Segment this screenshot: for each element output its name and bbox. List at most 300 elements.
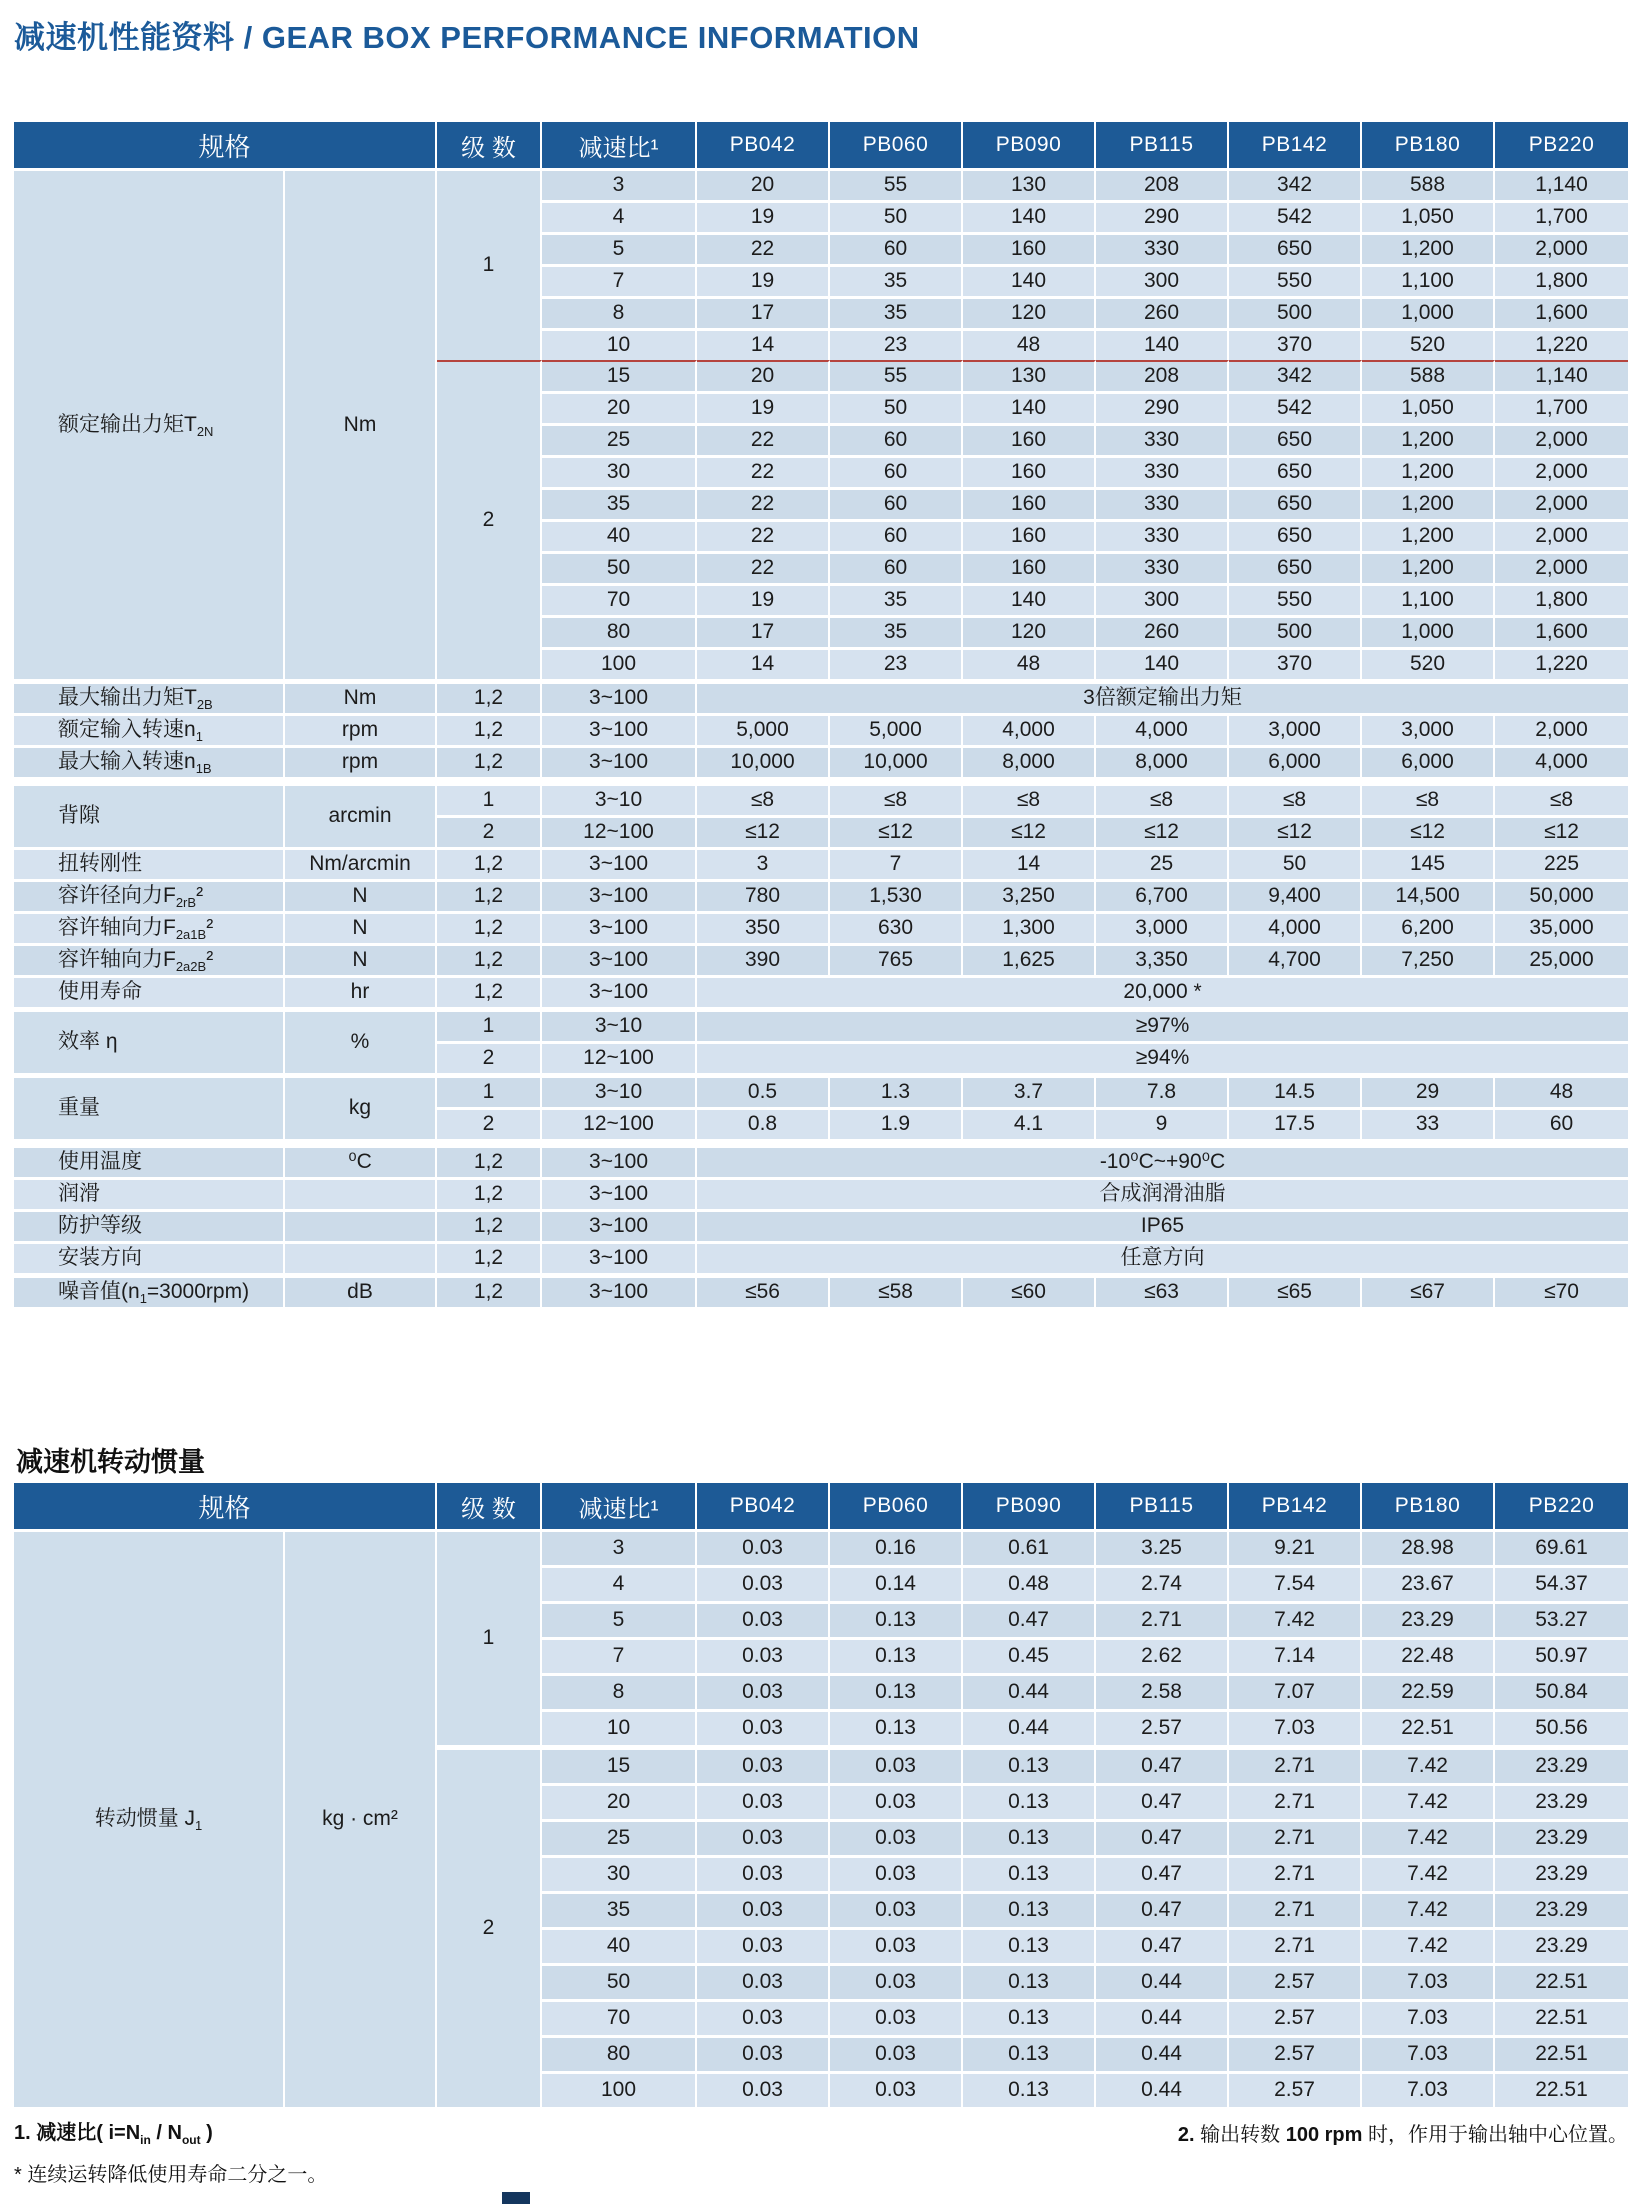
page-title: 减速机性能资料 / GEAR BOX PERFORMANCE INFORMATION: [14, 20, 920, 55]
ratio-cell: 3~100: [542, 943, 697, 975]
value-cell: 0.03: [830, 2071, 963, 2107]
value-cell: 8,000: [963, 745, 1096, 777]
table-row: [14, 879, 1628, 911]
row-label-cell: 最大输出力矩$T_{2B}$: [14, 679, 285, 713]
value-cell: 2.71: [1229, 1745, 1362, 1783]
value-cell: 120: [963, 615, 1096, 647]
value-cell: 35: [830, 615, 963, 647]
value-cell: 0.13: [963, 1855, 1096, 1891]
unit-cell: rpm: [285, 745, 437, 777]
inertia-table-title: 减速机转动惯量: [16, 1447, 205, 1477]
value-cell: 53.27: [1495, 1601, 1628, 1637]
value-cell: 588: [1362, 168, 1495, 200]
value-cell: 160: [963, 551, 1096, 583]
table-row: [14, 1241, 1628, 1273]
value-cell: 9,400: [1229, 879, 1362, 911]
table-row: [14, 168, 1628, 200]
ratio-cell: 5: [542, 232, 697, 264]
ratio-cell: 3~100: [542, 745, 697, 777]
ratio-cell: 70: [542, 583, 697, 615]
table-row: [14, 745, 1628, 777]
footnote-continuous-operation: * 连续运转降低使用寿命二分之一。: [14, 2164, 328, 2186]
value-cell: 330: [1096, 455, 1229, 487]
value-cell: 2.57: [1229, 2071, 1362, 2107]
value-cell: 0.03: [697, 1819, 830, 1855]
value-cell: ≤8: [830, 777, 963, 815]
value-cell: 0.03: [830, 1927, 963, 1963]
value-cell: 140: [963, 583, 1096, 615]
ratio-cell: 3~10: [542, 1073, 697, 1107]
value-cell: 1,000: [1362, 615, 1495, 647]
value-cell: 22: [697, 519, 830, 551]
row-label-cell: 噪音值$(n_1=3000rpm)$: [14, 1273, 285, 1307]
unit-cell: [285, 1177, 437, 1209]
value-cell: 1,700: [1495, 200, 1628, 232]
stage-cell: 2: [437, 815, 542, 847]
value-cell: 5,000: [830, 713, 963, 745]
value-cell: 3,250: [963, 879, 1096, 911]
value-cell: 0.03: [697, 1529, 830, 1565]
value-cell: 23.29: [1495, 1783, 1628, 1819]
value-cell: 1,200: [1362, 551, 1495, 583]
value-cell: 6,200: [1362, 911, 1495, 943]
merged-value-cell: 合成润滑油脂: [697, 1177, 1628, 1209]
value-cell: 0.47: [1096, 1855, 1229, 1891]
ratio-cell: 3~100: [542, 713, 697, 745]
value-cell: 7.07: [1229, 1673, 1362, 1709]
value-cell: 2,000: [1495, 551, 1628, 583]
value-cell: 22.51: [1495, 1963, 1628, 1999]
value-cell: 145: [1362, 847, 1495, 879]
value-cell: 290: [1096, 391, 1229, 423]
unit-cell: kg · cm²: [285, 1529, 437, 2107]
value-cell: 0.47: [963, 1601, 1096, 1637]
merged-value-cell: ≥94%: [697, 1041, 1628, 1073]
value-cell: 7.54: [1229, 1565, 1362, 1601]
stage-cell: 1,2: [437, 911, 542, 943]
value-cell: 0.03: [697, 1745, 830, 1783]
value-cell: 1,140: [1495, 360, 1628, 391]
value-cell: ≤8: [1096, 777, 1229, 815]
value-cell: 4,700: [1229, 943, 1362, 975]
value-cell: 0.47: [1096, 1783, 1229, 1819]
ratio-cell: 4: [542, 1565, 697, 1601]
value-cell: 23.29: [1362, 1601, 1495, 1637]
value-cell: 7.42: [1362, 1745, 1495, 1783]
column-header-spec: 规格: [14, 1483, 437, 1529]
value-cell: 1,200: [1362, 455, 1495, 487]
value-cell: 1,140: [1495, 168, 1628, 200]
value-cell: 19: [697, 264, 830, 296]
column-header-pb142: PB142: [1229, 122, 1362, 168]
ratio-cell: 8: [542, 1673, 697, 1709]
value-cell: 0.45: [963, 1637, 1096, 1673]
value-cell: 0.03: [697, 1565, 830, 1601]
unit-cell: N: [285, 943, 437, 975]
footnote2-text-b: 时，作用于输出轴中心位置。: [1362, 2124, 1628, 2146]
value-cell: 260: [1096, 615, 1229, 647]
value-cell: 7.03: [1362, 1963, 1495, 1999]
row-label-cell: 容许径向力$F_{2rB}^2$: [14, 879, 285, 911]
value-cell: 23.29: [1495, 1819, 1628, 1855]
value-cell: 19: [697, 200, 830, 232]
value-cell: 208: [1096, 168, 1229, 200]
value-cell: 0.03: [697, 2071, 830, 2107]
stage-cell: 1: [437, 1073, 542, 1107]
value-cell: 4,000: [963, 713, 1096, 745]
ratio-cell: 10: [542, 1709, 697, 1745]
value-cell: 0.13: [963, 1999, 1096, 2035]
ratio-cell: 12~100: [542, 1041, 697, 1073]
value-cell: 0.13: [963, 2071, 1096, 2107]
value-cell: 0.61: [963, 1529, 1096, 1565]
column-header-stages: 级 数: [437, 122, 542, 168]
value-cell: 1,050: [1362, 200, 1495, 232]
ratio-cell: 20: [542, 391, 697, 423]
inertia-table: [14, 1483, 1628, 2107]
row-label-cell: 重量: [14, 1073, 285, 1139]
value-cell: 0.03: [830, 1891, 963, 1927]
column-header-spec: 规格: [14, 122, 437, 168]
column-header-pb180: PB180: [1362, 122, 1495, 168]
value-cell: 2.71: [1229, 1783, 1362, 1819]
value-cell: 7.03: [1362, 2035, 1495, 2071]
value-cell: 60: [830, 423, 963, 455]
row-label-cell: 转动惯量 $J_1$: [14, 1529, 285, 2107]
ratio-cell: 3~100: [542, 679, 697, 713]
table-row: [14, 847, 1628, 879]
value-cell: 23.29: [1495, 1855, 1628, 1891]
stage-cell: 1: [437, 1529, 542, 1745]
value-cell: ≤12: [697, 815, 830, 847]
value-cell: 9.21: [1229, 1529, 1362, 1565]
ratio-cell: 70: [542, 1999, 697, 2035]
value-cell: 650: [1229, 519, 1362, 551]
header-row: [14, 1483, 1628, 1529]
value-cell: 7.8: [1096, 1073, 1229, 1107]
value-cell: 0.03: [697, 1783, 830, 1819]
value-cell: 29: [1362, 1073, 1495, 1107]
value-cell: 650: [1229, 487, 1362, 519]
value-cell: 22: [697, 551, 830, 583]
ratio-cell: 10: [542, 328, 697, 360]
value-cell: 0.47: [1096, 1745, 1229, 1783]
value-cell: 2.57: [1229, 1999, 1362, 2035]
value-cell: 390: [697, 943, 830, 975]
value-cell: 28.98: [1362, 1529, 1495, 1565]
value-cell: 520: [1362, 647, 1495, 679]
value-cell: 14: [963, 847, 1096, 879]
value-cell: 3.25: [1096, 1529, 1229, 1565]
value-cell: ≤8: [1229, 777, 1362, 815]
row-label-cell: 扭转刚性: [14, 847, 285, 879]
value-cell: 1,050: [1362, 391, 1495, 423]
footnote2-number: 2.: [1177, 2124, 1195, 2146]
row-label-cell: 效率 η: [14, 1007, 285, 1073]
table-row: [14, 911, 1628, 943]
unit-cell: [285, 1209, 437, 1241]
value-cell: 342: [1229, 360, 1362, 391]
ratio-cell: 15: [542, 1745, 697, 1783]
unit-cell: %: [285, 1007, 437, 1073]
value-cell: 1,800: [1495, 264, 1628, 296]
value-cell: 0.03: [830, 1745, 963, 1783]
column-header-pb060: PB060: [830, 122, 963, 168]
value-cell: 17: [697, 296, 830, 328]
unit-cell: Nm: [285, 168, 437, 679]
value-cell: 4,000: [1096, 713, 1229, 745]
value-cell: 160: [963, 232, 1096, 264]
stage-cell: 2: [437, 1041, 542, 1073]
value-cell: 22: [697, 232, 830, 264]
value-cell: 2.74: [1096, 1565, 1229, 1601]
value-cell: 0.13: [963, 1963, 1096, 1999]
value-cell: 650: [1229, 232, 1362, 264]
stage-cell: 2: [437, 1107, 542, 1139]
stage-cell: 1,2: [437, 1139, 542, 1177]
value-cell: 0.44: [963, 1673, 1096, 1709]
ratio-cell: 80: [542, 2035, 697, 2071]
value-cell: 23.67: [1362, 1565, 1495, 1601]
column-header-pb220: PB220: [1495, 122, 1628, 168]
value-cell: 4,000: [1495, 745, 1628, 777]
inertia-table-body: [14, 1529, 1628, 2107]
value-cell: 60: [830, 232, 963, 264]
value-cell: ≤70: [1495, 1273, 1628, 1307]
ratio-cell: 40: [542, 519, 697, 551]
value-cell: 54.37: [1495, 1565, 1628, 1601]
value-cell: 0.13: [830, 1709, 963, 1745]
value-cell: 25,000: [1495, 943, 1628, 975]
value-cell: 342: [1229, 168, 1362, 200]
value-cell: 50.56: [1495, 1709, 1628, 1745]
ratio-cell: 25: [542, 1819, 697, 1855]
value-cell: ≤8: [963, 777, 1096, 815]
value-cell: 1,200: [1362, 232, 1495, 264]
column-header-pb142: PB142: [1229, 1483, 1362, 1529]
ratio-cell: 3~10: [542, 777, 697, 815]
column-header-stages: 级 数: [437, 1483, 542, 1529]
value-cell: 130: [963, 360, 1096, 391]
value-cell: 330: [1096, 519, 1229, 551]
column-header-pb090: PB090: [963, 122, 1096, 168]
column-header-pb042: PB042: [697, 122, 830, 168]
value-cell: 140: [1096, 647, 1229, 679]
ratio-cell: 100: [542, 2071, 697, 2107]
value-cell: ≤60: [963, 1273, 1096, 1307]
value-cell: 50.97: [1495, 1637, 1628, 1673]
ratio-cell: 7: [542, 264, 697, 296]
value-cell: 7.42: [1362, 1927, 1495, 1963]
value-cell: 14.5: [1229, 1073, 1362, 1107]
value-cell: 2.62: [1096, 1637, 1229, 1673]
value-cell: 330: [1096, 551, 1229, 583]
value-cell: 0.03: [830, 1819, 963, 1855]
ratio-cell: 3~100: [542, 847, 697, 879]
stage-cell: 1,2: [437, 1241, 542, 1273]
footnote-ratio-definition: 1. 减速比( $i=N_{in} / N_{out}$ ): [14, 2122, 213, 2147]
row-label-cell: 使用温度: [14, 1139, 285, 1177]
value-cell: 160: [963, 487, 1096, 519]
ratio-cell: 35: [542, 487, 697, 519]
table-row: [14, 1073, 1628, 1107]
ratio-cell: 50: [542, 551, 697, 583]
value-cell: 60: [830, 455, 963, 487]
value-cell: ≤65: [1229, 1273, 1362, 1307]
value-cell: 130: [963, 168, 1096, 200]
table-row: [14, 1273, 1628, 1307]
value-cell: 0.48: [963, 1565, 1096, 1601]
value-cell: 370: [1229, 328, 1362, 360]
row-label-cell: 安装方向: [14, 1241, 285, 1273]
stage-cell: 1,2: [437, 1209, 542, 1241]
unit-cell: hr: [285, 975, 437, 1007]
value-cell: 120: [963, 296, 1096, 328]
unit-cell: arcmin: [285, 777, 437, 847]
value-cell: 3,000: [1096, 911, 1229, 943]
ratio-cell: 12~100: [542, 1107, 697, 1139]
value-cell: 50: [1229, 847, 1362, 879]
value-cell: 2.71: [1229, 1891, 1362, 1927]
value-cell: 500: [1229, 296, 1362, 328]
value-cell: 0.03: [697, 1673, 830, 1709]
table-row: [14, 1007, 1628, 1041]
value-cell: 7.03: [1362, 1999, 1495, 2035]
value-cell: 55: [830, 360, 963, 391]
unit-cell: [285, 1241, 437, 1273]
value-cell: 17: [697, 615, 830, 647]
merged-value-cell: 3倍额定输出力矩: [697, 679, 1628, 713]
ratio-cell: 3~100: [542, 975, 697, 1007]
value-cell: 0.03: [697, 2035, 830, 2071]
value-cell: 2,000: [1495, 455, 1628, 487]
table-row: [14, 1139, 1628, 1177]
value-cell: 8,000: [1096, 745, 1229, 777]
value-cell: 60: [830, 519, 963, 551]
value-cell: 0.8: [697, 1107, 830, 1139]
value-cell: 2.57: [1229, 2035, 1362, 2071]
value-cell: 2.57: [1096, 1709, 1229, 1745]
value-cell: 1,625: [963, 943, 1096, 975]
column-header-ratio: 减速比¹: [542, 122, 697, 168]
value-cell: 0.47: [1096, 1891, 1229, 1927]
value-cell: 7.14: [1229, 1637, 1362, 1673]
value-cell: 1,200: [1362, 487, 1495, 519]
value-cell: 0.03: [697, 1999, 830, 2035]
ratio-cell: 8: [542, 296, 697, 328]
value-cell: 14: [697, 647, 830, 679]
value-cell: 9: [1096, 1107, 1229, 1139]
stage-cell: 1,2: [437, 1177, 542, 1209]
value-cell: 22: [697, 487, 830, 519]
row-label-cell: 使用寿命: [14, 975, 285, 1007]
value-cell: 19: [697, 391, 830, 423]
stage-cell: 1,2: [437, 847, 542, 879]
value-cell: 35: [830, 264, 963, 296]
value-cell: 23: [830, 328, 963, 360]
row-label-cell: 额定输出力矩$T_{2N}$: [14, 168, 285, 679]
value-cell: 35,000: [1495, 911, 1628, 943]
ratio-cell: 3~100: [542, 911, 697, 943]
ratio-cell: 30: [542, 455, 697, 487]
value-cell: 23.29: [1495, 1927, 1628, 1963]
value-cell: 7.03: [1229, 1709, 1362, 1745]
column-header-pb115: PB115: [1096, 122, 1229, 168]
value-cell: 1,530: [830, 879, 963, 911]
value-cell: 290: [1096, 200, 1229, 232]
value-cell: 0.03: [697, 1855, 830, 1891]
value-cell: 765: [830, 943, 963, 975]
column-header-pb090: PB090: [963, 1483, 1096, 1529]
value-cell: 14,500: [1362, 879, 1495, 911]
value-cell: 1,200: [1362, 519, 1495, 551]
value-cell: 650: [1229, 423, 1362, 455]
value-cell: 7.42: [1362, 1783, 1495, 1819]
ratio-cell: 30: [542, 1855, 697, 1891]
column-header-pb042: PB042: [697, 1483, 830, 1529]
stage-cell: 1,2: [437, 943, 542, 975]
value-cell: 25: [1096, 847, 1229, 879]
row-label-cell: 背隙: [14, 777, 285, 847]
value-cell: 140: [1096, 328, 1229, 360]
value-cell: 330: [1096, 232, 1229, 264]
footnote2-text-a: 输出转数: [1194, 2124, 1286, 2146]
value-cell: 140: [963, 264, 1096, 296]
value-cell: ≤63: [1096, 1273, 1229, 1307]
value-cell: 0.5: [697, 1073, 830, 1107]
value-cell: 0.13: [830, 1673, 963, 1709]
value-cell: 0.03: [697, 1601, 830, 1637]
value-cell: ≤58: [830, 1273, 963, 1307]
value-cell: 550: [1229, 264, 1362, 296]
value-cell: 0.03: [697, 1927, 830, 1963]
value-cell: ≤67: [1362, 1273, 1495, 1307]
value-cell: 20: [697, 360, 830, 391]
value-cell: 0.14: [830, 1565, 963, 1601]
value-cell: 0.03: [830, 1999, 963, 2035]
value-cell: ≤8: [1495, 777, 1628, 815]
value-cell: 0.13: [963, 1783, 1096, 1819]
value-cell: 33: [1362, 1107, 1495, 1139]
column-header-pb180: PB180: [1362, 1483, 1495, 1529]
value-cell: 0.03: [830, 1783, 963, 1819]
value-cell: 4,000: [1229, 911, 1362, 943]
value-cell: 0.03: [697, 1963, 830, 1999]
value-cell: 0.44: [963, 1709, 1096, 1745]
value-cell: 0.44: [1096, 2035, 1229, 2071]
stage-cell: 1,2: [437, 879, 542, 911]
footnote2-rpm: 100 rpm: [1285, 2124, 1363, 2146]
performance-table-body: [14, 168, 1628, 1307]
value-cell: 50: [830, 391, 963, 423]
merged-value-cell: 任意方向: [697, 1241, 1628, 1273]
unit-cell: Nm: [285, 679, 437, 713]
value-cell: 2,000: [1495, 713, 1628, 745]
stage-cell: 1,2: [437, 1273, 542, 1307]
unit-cell: ⁰C: [285, 1139, 437, 1177]
value-cell: 0.13: [963, 2035, 1096, 2071]
ratio-cell: 35: [542, 1891, 697, 1927]
value-cell: 1,300: [963, 911, 1096, 943]
value-cell: 0.03: [697, 1709, 830, 1745]
value-cell: 542: [1229, 200, 1362, 232]
stage-cell: 1,2: [437, 713, 542, 745]
stage-cell: 2: [437, 360, 542, 679]
value-cell: 22.51: [1495, 1999, 1628, 2035]
stage-cell: 1: [437, 168, 542, 360]
value-cell: 0.13: [830, 1601, 963, 1637]
value-cell: 650: [1229, 455, 1362, 487]
